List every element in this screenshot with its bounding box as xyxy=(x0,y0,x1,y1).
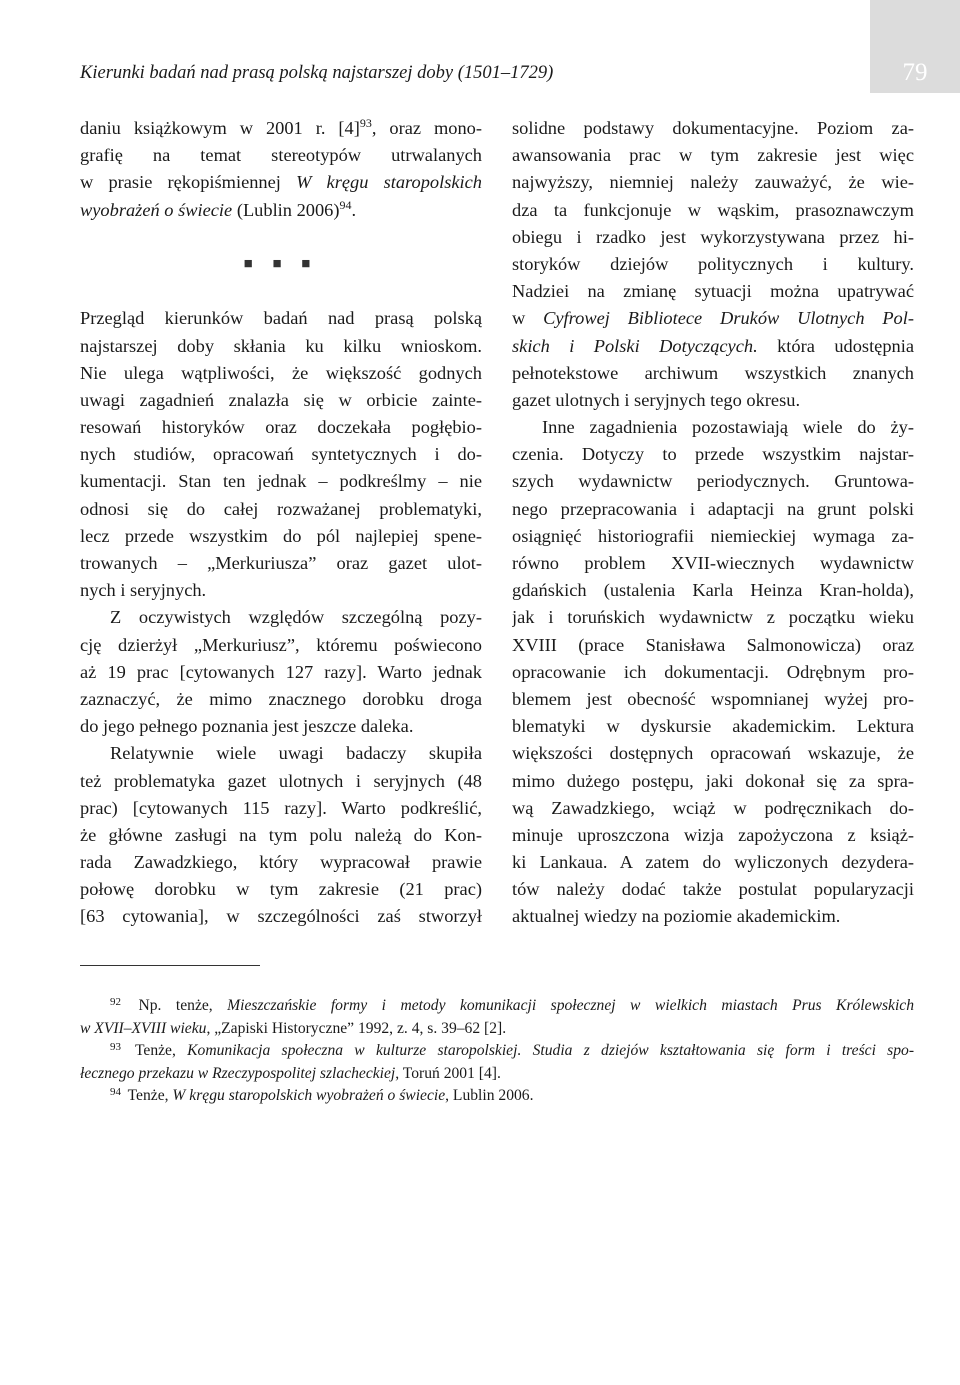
text-run: w prasie rękopiśmiennej xyxy=(80,172,297,193)
text-line: Przegląd kierunków badań nad prasą polską xyxy=(80,308,482,329)
footnote-93-cont xyxy=(80,1063,914,1086)
text-run: Tenże, xyxy=(127,1087,173,1104)
text-line: najwyższy, niemniej należy zauważyć, że wie- xyxy=(512,172,914,193)
text-line: ki Lankaua. A zatem do wyliczonych dezydera- xyxy=(512,852,914,873)
text-line: do jego pełnego poznania jest jeszcze daleka. xyxy=(80,716,414,737)
footnote-92-cont xyxy=(80,1018,914,1041)
text-line: najstarszej doby skłania ku kilku wnioskom. xyxy=(80,335,482,356)
text-line: osiągnięć historiografii niemieckiej wymaga za- xyxy=(512,525,914,546)
italic-title: łecznego przekazu w Rzeczypospolitej szlacheckiej xyxy=(80,1064,396,1082)
text-run: , Toruń 2001 [4]. xyxy=(395,1064,501,1082)
text-line: kumentacji. Stan ten jednak – podkreślmy – nie xyxy=(80,471,482,492)
text-line: awansowania prac w tym zakresie jest więc xyxy=(512,145,914,166)
text-line: minuje uproszczona wizja zapożyczona z książ- xyxy=(512,824,914,845)
text-line: pełnotekstowe archiwum wszystkich znanych xyxy=(512,362,914,383)
footnote-94 xyxy=(80,1085,914,1108)
italic-title: wyobrażeń o świecie xyxy=(80,199,233,220)
text-line: Relatywnie wiele uwagi badaczy skupiła xyxy=(110,743,482,764)
text-run: , oraz mono- xyxy=(371,118,482,138)
text-line: Nadziei na zmianę sytuacji można upatrywać xyxy=(512,281,914,302)
text-line: gdańskich (ustalenia Karla Heinza Kran-holda), xyxy=(512,580,914,601)
text-line: obiegu i rzadko jest wykorzystywana przez hi- xyxy=(512,226,914,247)
text-line: grafię na temat stereotypów utrwalanych xyxy=(80,145,482,166)
text-line xyxy=(80,197,482,224)
italic-title: W kręgu staropolskich xyxy=(296,172,482,193)
footnote-92 xyxy=(80,995,914,1018)
text-line: odnosi się do całej rozważanej problematyki, xyxy=(80,498,482,519)
text-run: Tenże, xyxy=(134,1042,188,1059)
text-run: daniu książkowym w 2001 r. [4] xyxy=(80,118,360,138)
italic-title: Cyfrowej Bibliotece Druków Ulotnych Pol- xyxy=(543,308,914,329)
text-line: opracowanie ich dokumentacji. Odrębnym pro- xyxy=(512,661,914,682)
text-line: XVIII (prace Stanisława Salmonowicza) oraz xyxy=(512,634,914,655)
text-line: czenia. Dotyczy to przede wszystkim najstar- xyxy=(512,444,914,465)
footnote-number: 92 xyxy=(110,996,121,1008)
text-line: Z oczywistych względów szczególną pozy- xyxy=(110,607,482,628)
text-line: storyków dziejów politycznych i kultury. xyxy=(512,253,914,274)
text-line: mimo dużego postępu, jaki dokonał się za spra- xyxy=(512,770,914,791)
text-line: Inne zagadnienia pozostawiają wiele do ży- xyxy=(542,417,914,438)
section-separator: ■ ■ ■ xyxy=(243,255,319,272)
text-line: jak i toruńskich wydawnictw z początku wieku xyxy=(512,607,914,628)
text-line: nego przepracowania i adaptacji na grunt polski xyxy=(512,498,914,519)
text-run: która udostępnia xyxy=(757,335,914,356)
text-line: resowań historyków oraz doczekała pogłębio- xyxy=(80,417,482,438)
text-run: (Lublin 2006) xyxy=(232,199,340,220)
text-line: Nie ulega wątpliwości, że większość godnych xyxy=(80,362,482,383)
page-number: 79 xyxy=(902,59,928,86)
italic-title: Komunikacja społeczna w kulturze staropolskiej. Studia z dziejów kształtowania się form i treści spo- xyxy=(187,1042,914,1059)
text-line: blemem jest obecność wspomnianej wyżej pro- xyxy=(512,688,914,709)
text-line: uwagi zagadnień znalazła się w orbicie zainte- xyxy=(80,389,482,410)
text-line: rada Zawadzkiego, który wypracował prawie xyxy=(80,852,482,873)
text-run: Np. tenże, xyxy=(138,997,228,1014)
footnotes xyxy=(80,995,914,1108)
text-line xyxy=(512,333,914,360)
text-line: [63 cytowania], w szczególności zaś stworzył xyxy=(80,906,482,927)
italic-title: W kręgu staropolskich wyobrażeń o świecie xyxy=(172,1087,446,1104)
text-line: połowę dorobku w tym zakresie (21 prac) xyxy=(80,879,482,900)
text-line: trowanych – „Merkuriusza” oraz gazet ulot- xyxy=(80,553,482,573)
italic-title: Mieszczańskie formy i metody komunikacji społecznej w wielkich miastach Prus Królewskich xyxy=(227,997,914,1014)
text-line: nych studiów, opracowań syntetycznych i do- xyxy=(80,444,482,465)
footnote-divider xyxy=(80,965,260,966)
text-line: tów należy dodać także postulat popularyzacji xyxy=(512,879,914,900)
text-run: , Lublin 2006. xyxy=(445,1087,534,1104)
running-header-title: Kierunki badań nad prasą polską najstarszej doby (1501–1729) xyxy=(80,63,554,83)
text-line: cję dzierżył „Merkuriusz”, któremu poświecono xyxy=(80,634,482,655)
text-line xyxy=(80,169,482,196)
text-line: aktualnej wiedzy na poziomie akademickim. xyxy=(512,906,841,927)
italic-title: w XVII–XVIII wieku xyxy=(80,1019,207,1037)
text-line: równo problem XVII-wiecznych wydawnictw xyxy=(512,553,914,573)
text-line: większości dostępnych opracowań wskazuje, że xyxy=(512,743,914,764)
text-line: lecz przede wszystkim do pól najlepiej spene- xyxy=(80,525,482,546)
right-column xyxy=(512,115,914,931)
text-line: blematyki w dyskursie akademickim. Lektura xyxy=(512,716,914,737)
blank-line xyxy=(80,224,482,251)
text-line xyxy=(512,305,914,332)
text-line: wą Zawadzkiego, wciąż w podręcznikach do- xyxy=(512,797,914,818)
text-line: szych wydawnictw periodycznych. Gruntowa- xyxy=(512,471,914,492)
text-run: . xyxy=(351,199,357,220)
footnote-93 xyxy=(80,1040,914,1063)
left-column xyxy=(80,115,482,931)
text-line: solidne podstawy dokumentacyjne. Poziom za- xyxy=(512,118,914,138)
text-line: też problematyka gazet ulotnych i seryjnych (48 xyxy=(80,770,482,791)
text-line: że główne zasługi na tym polu należą do Kon- xyxy=(80,824,482,845)
text-line: zaznaczyć, że mimo znacznego dorobku droga xyxy=(80,688,482,709)
text-run: w xyxy=(512,308,544,329)
footnote-ref-94: 94 xyxy=(339,197,352,212)
text-line: dza ta funkcjonuje w wąskim, prasoznawczym xyxy=(512,199,914,220)
text-line: aż 19 prac [cytowanych 127 razy]. Warto jednak xyxy=(80,661,482,682)
text-line: nych i seryjnych. xyxy=(80,580,207,601)
text-run: , „Zapiski Historyczne” 1992, z. 4, s. 39–62 [2]. xyxy=(206,1019,507,1037)
italic-title: skich i Polski Dotyczących. xyxy=(512,335,758,356)
footnote-number: 93 xyxy=(110,1041,121,1053)
text-line: gazet ulotnych i seryjnych tego okresu. xyxy=(512,389,801,410)
footnote-number: 94 xyxy=(110,1086,121,1098)
text-line xyxy=(80,115,482,142)
footnote-ref-93: 93 xyxy=(359,116,372,130)
blank-line xyxy=(80,278,482,305)
text-line: prac) [cytowanych 115 razy]. Warto podkreślić, xyxy=(80,797,482,818)
